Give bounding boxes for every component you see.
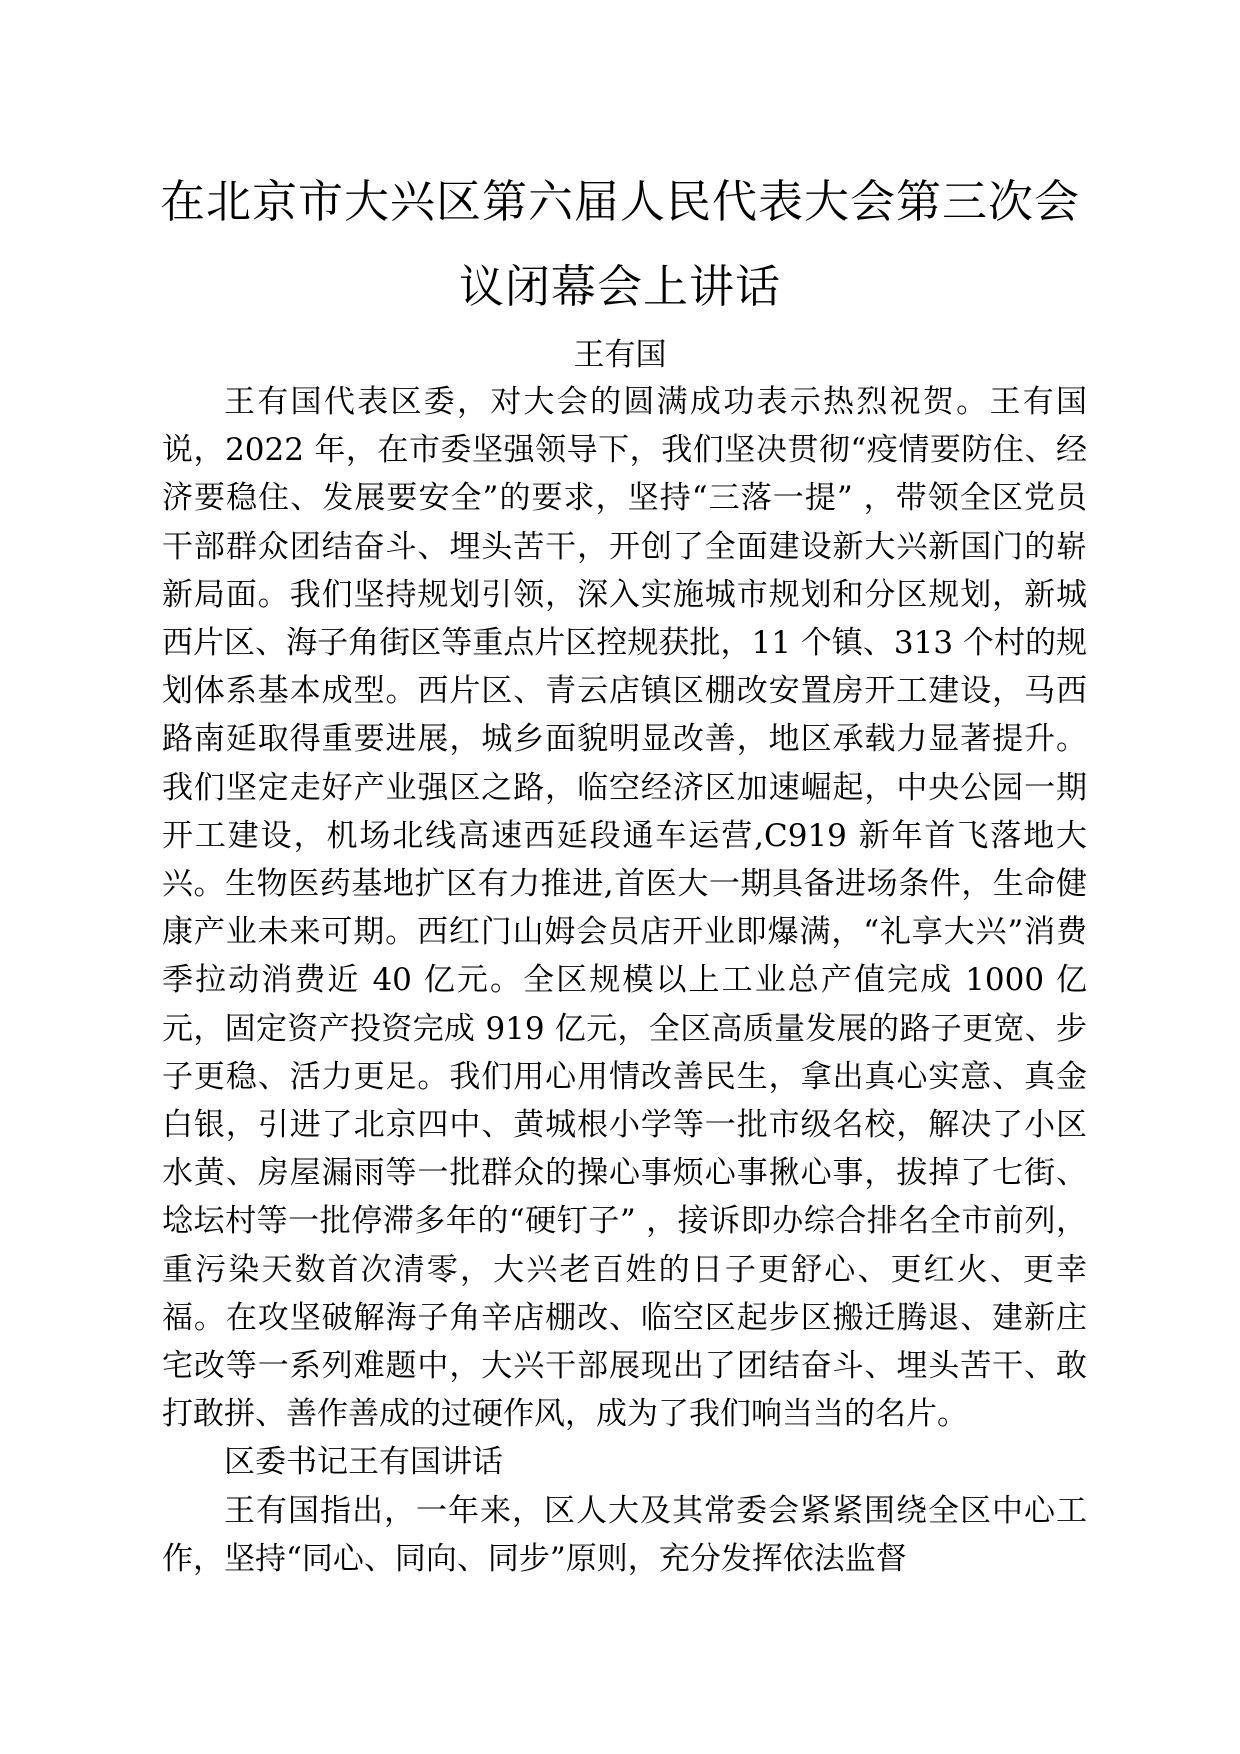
document-title-line-1: 在北京市大兴区第六届人民代表大会第三次会 (159, 175, 1080, 228)
section-heading: 区委书记王有国讲话 (224, 1444, 503, 1481)
author-name: 王有国 (573, 337, 667, 373)
body-paragraph: 王有国代表区委，对大会的圆满成功表示热烈祝贺。王有国说，2022 年，在市委坚强领导下，我们坚决贯彻“疫情要防住、经济要稳住、发展要安全”的要求，坚持“三落一提” ，带领全区党员干部群众团结奋斗、埋头苦干，开创了全面建设新大兴新国门的崭新局面。我们坚持规划引领，深入实施城市规划和分区规划，新城西片区、海子角街区等重点片区控规获批，11 个镇、313 个村的规划体系基本成型。西片区、青云店镇区棚改安置房开工建设，马西路南延取得重要进展，城乡面貌明显改善，地区承载力显著提升。我们坚定走好产业强区之路，临空经济区加速崛起，中央公园一期开工建设，机场北线高速西延段通车运营,C919 新年首飞落地大兴。生物医药基地扩区有力推进,首医大一期具备进场条件，生命健康产业未来可期。西红门山姆会员店开业即爆满，“礼享大兴”消费季拉动消费近 40 亿元。全区规模以上工业总产值完成 1000 亿元，固定资产投资完成 919 亿元，全区高质量发展的路子更宽、步子更稳、活力更足。我们用心用情改善民生，拿出真心实意、真金白银，引进了北京四中、黄城根小学等一批市级名校，解决了小区水黄、房屋漏雨等一批群众的操心事烦心事揪心事，拔掉了七街、埝坛村等一批停滞多年的“硬钉子” ，接诉即办综合排名全市前列，重污染天数首次清零，大兴老百姓的日子更舒心、更红火、更幸福。在攻坚破解海子角辛店棚改、临空区起步区搬迁腾退、建新庄宅改等一系列难题中，大兴干部展现出了团结奋斗、埋头苦干、敢打敢拼、善作善成的过硬作风，成为了我们响当当的名片。 (162, 384, 1087, 1433)
document-title-line-2: 议闭幕会上讲话 (458, 260, 781, 313)
body-paragraph: 王有国指出，一年来，区人大及其常委会紧紧围绕全区中心工作，坚持“同心、同向、同步”原则，充分发挥依法监督 (162, 1492, 1087, 1577)
document-body (162, 378, 1087, 1583)
